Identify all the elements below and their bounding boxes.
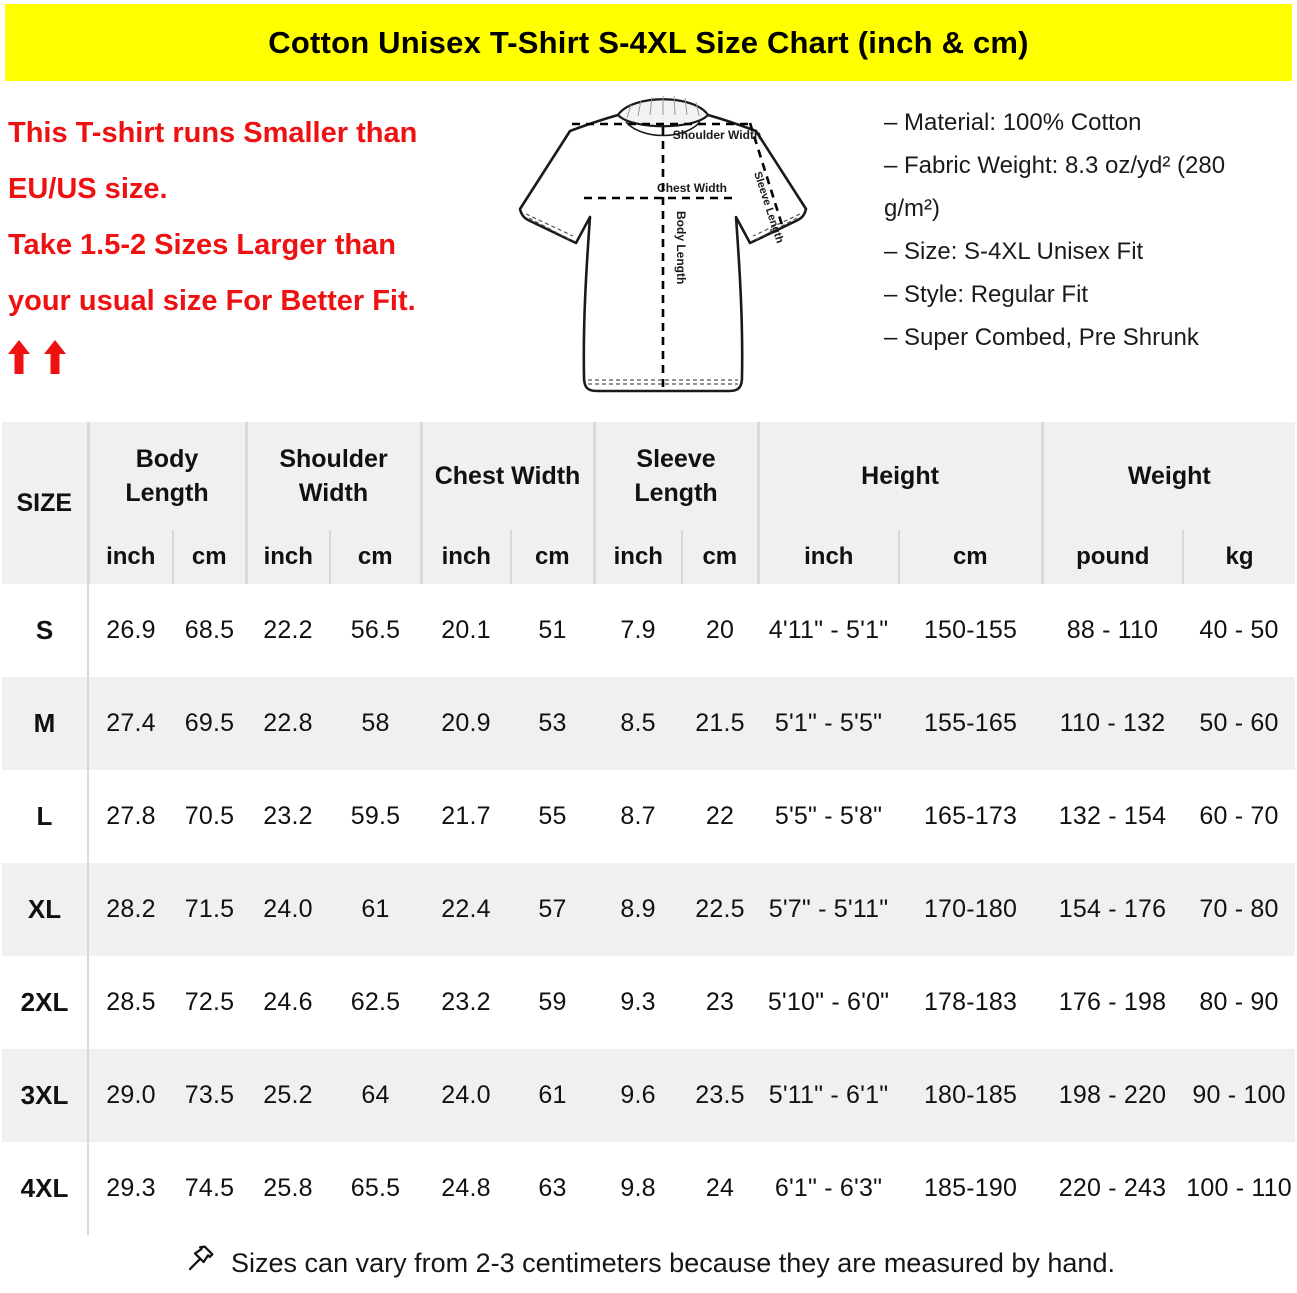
value-cell: 24.0 [441, 1081, 491, 1109]
value-cell: 59.5 [350, 802, 401, 830]
page-title-banner [5, 4, 1292, 81]
value-cell: 56.5 [350, 616, 401, 644]
value-cell: 180-185 [923, 1081, 1018, 1109]
value-cell: 8.5 [620, 709, 656, 737]
column-header-shoulder-width: Shoulder Width [246, 422, 421, 530]
size-cell: XL [27, 894, 62, 924]
value-cell: 178-183 [923, 988, 1018, 1016]
footnote [0, 1235, 1297, 1292]
value-cell: 62.5 [350, 988, 401, 1016]
unit-header: inch [594, 530, 682, 584]
value-cell: 25.2 [263, 1081, 313, 1109]
unit-header: kg [1183, 530, 1295, 584]
info-section [0, 81, 1297, 422]
table-row [2, 1049, 1295, 1142]
value-cell: 150-155 [923, 616, 1018, 644]
value-cell: 5'5" - 5'8" [774, 802, 883, 830]
value-cell: 9.3 [620, 988, 656, 1016]
value-cell: 57 [538, 895, 567, 923]
unit-header: cm [899, 530, 1042, 584]
value-cell: 100 - 110 [1186, 1174, 1292, 1202]
value-cell: 70 - 80 [1199, 895, 1279, 923]
value-cell: 23 [705, 988, 735, 1016]
sizing-notice [8, 105, 494, 371]
page-title: Cotton Unisex T-Shirt S-4XL Size Chart (inch & cm) [268, 24, 1029, 60]
value-cell: 20.1 [441, 616, 491, 644]
footnote-text: Sizes can vary from 2-3 centimeters because they are measured by hand. [231, 1248, 1115, 1278]
value-cell: 40 - 50 [1199, 616, 1279, 644]
value-cell: 23.2 [441, 988, 491, 1016]
column-header-height: Height [758, 422, 1042, 530]
value-cell: 198 - 220 [1058, 1081, 1167, 1109]
size-cell: M [33, 708, 56, 738]
table-row [2, 956, 1295, 1049]
value-cell: 22.2 [263, 616, 313, 644]
notice-line: EU/US size. [8, 173, 168, 205]
value-cell: 5'10" - 6'0" [767, 988, 890, 1016]
value-cell: 80 - 90 [1199, 988, 1279, 1016]
value-cell: 220 - 243 [1058, 1174, 1167, 1202]
value-cell: 61 [361, 895, 390, 923]
unit-header: cm [682, 530, 758, 584]
column-header-chest-width: Chest Width [421, 422, 594, 530]
value-cell: 110 - 132 [1059, 709, 1166, 737]
column-header-body-length: Body Length [88, 422, 246, 530]
value-cell: 28.5 [88, 956, 173, 1049]
unit-header: cm [173, 530, 246, 584]
value-cell: 63 [538, 1174, 567, 1202]
value-cell: 5'11" - 6'1" [768, 1081, 889, 1109]
value-cell: 90 - 100 [1192, 1081, 1286, 1109]
tshirt-diagram [500, 83, 830, 417]
unit-header: cm [511, 530, 594, 584]
value-cell: 165-173 [923, 802, 1018, 830]
value-cell: 185-190 [923, 1174, 1018, 1202]
value-cell: 154 - 176 [1058, 895, 1167, 923]
up-arrow-icon [8, 337, 494, 371]
column-header-weight: Weight [1042, 422, 1295, 530]
value-cell: 23.2 [263, 802, 313, 830]
value-cell: 5'1" - 5'5" [774, 709, 883, 737]
value-cell: 28.2 [88, 863, 173, 956]
unit-header: inch [758, 530, 899, 584]
value-cell: 53 [538, 709, 567, 737]
size-cell: L [36, 801, 53, 831]
value-cell: 61 [538, 1081, 567, 1109]
value-cell: 25.8 [263, 1174, 313, 1202]
value-cell: 69.5 [184, 709, 235, 737]
value-cell: 8.7 [620, 802, 656, 830]
value-cell: 51 [538, 616, 567, 644]
value-cell: 27.4 [88, 677, 173, 770]
value-cell: 20 [705, 616, 735, 644]
detail-item: – Style: Regular Fit [884, 281, 1089, 308]
value-cell: 24 [705, 1174, 735, 1202]
value-cell: 29.3 [88, 1142, 173, 1235]
unit-header: inch [88, 530, 173, 584]
value-cell: 27.8 [88, 770, 173, 863]
product-details [884, 101, 1286, 359]
notice-line: your usual size For Better Fit. [8, 285, 416, 317]
value-cell: 21.5 [695, 709, 745, 737]
value-cell: 5'7" - 5'11" [768, 895, 889, 923]
value-cell: 88 - 110 [1066, 616, 1159, 644]
unit-header: cm [330, 530, 421, 584]
table-row [2, 1142, 1295, 1235]
value-cell: 50 - 60 [1199, 709, 1279, 737]
value-cell: 64 [361, 1081, 390, 1109]
size-chart-table [2, 422, 1295, 1235]
value-cell: 22.4 [441, 895, 491, 923]
notice-line: Take 1.5-2 Sizes Larger than [8, 229, 396, 261]
value-cell: 74.5 [184, 1174, 235, 1202]
size-table-body [2, 584, 1295, 1235]
table-row [2, 770, 1295, 863]
value-cell: 155-165 [923, 709, 1018, 737]
value-cell: 21.7 [441, 802, 491, 830]
value-cell: 132 - 154 [1058, 802, 1167, 830]
value-cell: 170-180 [923, 895, 1018, 923]
unit-header: inch [246, 530, 330, 584]
value-cell: 24.6 [263, 988, 313, 1016]
chest-width-label: Chest Width [657, 181, 727, 195]
body-length-label: Body Length [674, 211, 688, 285]
size-cell: S [35, 615, 54, 645]
value-cell: 68.5 [184, 616, 235, 644]
size-cell: 4XL [20, 1173, 69, 1203]
pushpin-icon [182, 1243, 216, 1284]
detail-item: – Super Combed, Pre Shrunk [884, 324, 1199, 351]
value-cell: 4'11" - 5'1" [768, 616, 889, 644]
unit-header: pound [1042, 530, 1183, 584]
value-cell: 176 - 198 [1058, 988, 1167, 1016]
detail-item: – Fabric Weight: 8.3 oz/yd² (280 g/m²) [884, 152, 1226, 222]
value-cell: 60 - 70 [1199, 802, 1279, 830]
value-cell: 24.8 [441, 1174, 491, 1202]
column-header-sleeve-length: Sleeve Length [594, 422, 758, 530]
size-cell: 2XL [20, 987, 69, 1017]
detail-item: – Size: S-4XL Unisex Fit [884, 238, 1144, 265]
table-row [2, 677, 1295, 770]
value-cell: 55 [538, 802, 567, 830]
value-cell: 71.5 [184, 895, 235, 923]
shoulder-width-label: Shoulder Width [672, 128, 762, 142]
value-cell: 6'1" - 6'3" [774, 1174, 883, 1202]
table-row [2, 584, 1295, 677]
size-cell: 3XL [20, 1080, 69, 1110]
value-cell: 24.0 [263, 895, 313, 923]
value-cell: 65.5 [350, 1174, 401, 1202]
value-cell: 59 [538, 988, 567, 1016]
value-cell: 20.9 [441, 709, 491, 737]
value-cell: 72.5 [184, 988, 235, 1016]
value-cell: 26.9 [88, 584, 173, 677]
value-cell: 73.5 [184, 1081, 235, 1109]
notice-line: This T-shirt runs Smaller than [8, 117, 418, 149]
value-cell: 23.5 [695, 1081, 745, 1109]
value-cell: 29.0 [88, 1049, 173, 1142]
value-cell: 22.5 [695, 895, 745, 923]
value-cell: 22.8 [263, 709, 313, 737]
unit-header: inch [421, 530, 511, 584]
value-cell: 70.5 [184, 802, 235, 830]
sleeve-length-label: Sleeve Length [751, 170, 786, 245]
value-cell: 9.8 [620, 1174, 656, 1202]
column-header-size: SIZE [2, 422, 88, 584]
value-cell: 22 [705, 802, 735, 830]
value-cell: 9.6 [620, 1081, 656, 1109]
detail-item: – Material: 100% Cotton [884, 109, 1142, 136]
value-cell: 58 [361, 709, 390, 737]
value-cell: 7.9 [620, 616, 656, 644]
value-cell: 8.9 [620, 895, 656, 923]
table-row [2, 863, 1295, 956]
